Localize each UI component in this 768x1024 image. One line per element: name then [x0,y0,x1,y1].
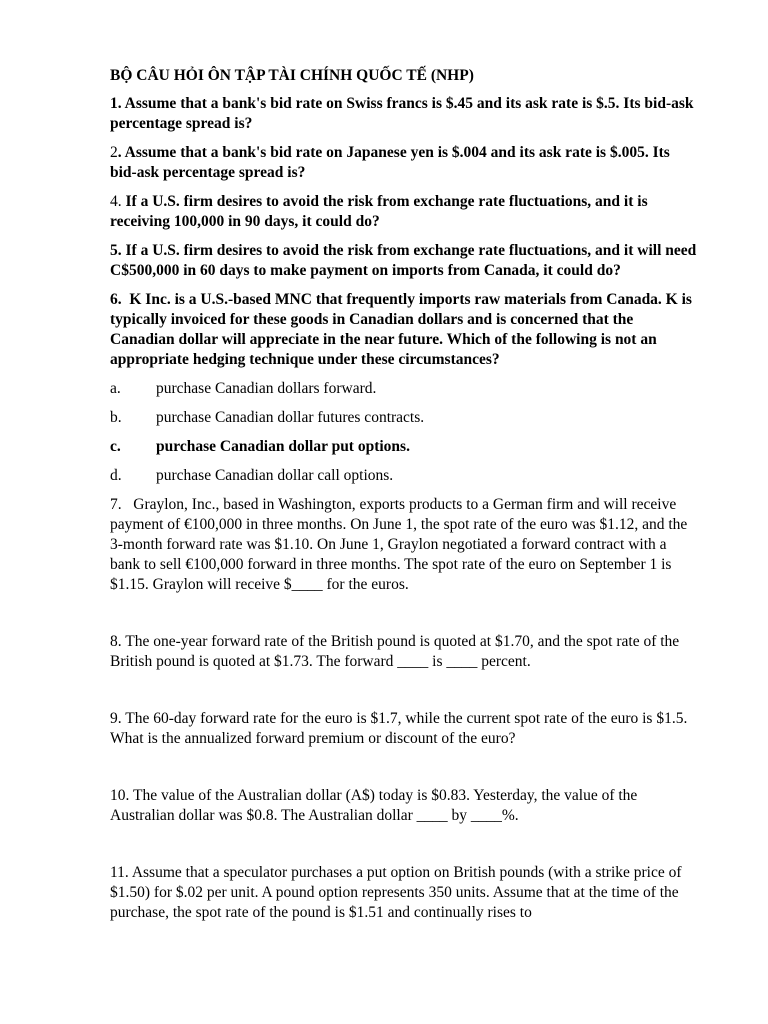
question-text: . Assume that a bank's bid rate on Japanese yen is $.004 and its ask rate is $.005. Its bid-ask percentage spread is? [110,144,670,181]
question-number: 5. [110,242,122,259]
question-text: K Inc. is a U.S.-based MNC that frequently imports raw materials from Canada. K is typically invoiced for these goods in Canadian dollars and is concerned that the Canadian dollar will appreciate in the near future. Which of the following is not an appropriate hedging technique under these circumstances? [110,291,696,368]
option-text: purchase Canadian dollar put options. [156,438,410,455]
question-6 [110,290,700,370]
question-text: Assume that a bank's bid rate on Swiss francs is $.45 and its ask rate is $.5. Its bid-ask percentage spread is? [110,95,694,132]
option-text: purchase Canadian dollar futures contracts. [156,409,425,426]
option-d [110,466,700,486]
question-11: 11. Assume that a speculator purchases a put option on British pounds (with a strike price of $1.50) for $.02 per unit. A pound option represents 350 units. Assume that at the time of the purchase, the spot rate of the pound is $1.51 and continually rises to [110,864,682,921]
question-4 [110,192,700,232]
option-c [110,437,700,457]
question-number: 6. [110,291,122,308]
option-letter: c. [110,438,121,455]
option-text: purchase Canadian dollars forward. [156,380,377,397]
question-7: 7. Graylon, Inc., based in Washington, exports products to a German firm and will receive payment of €100,000 in three months. On June 1, the spot rate of the euro was $1.12, and the 3-month forward rate was $1.10. On June 1, Graylon negotiated a forward contract with a bank to sell €100,000 forward in three months. The spot rate of the euro on September 1 is $1.15. Graylon will receive $____ for the euros. [110,496,692,593]
question-10: 10. The value of the Australian dollar (A$) today is $0.83. Yesterday, the value of the Australian dollar was $0.8. The Australian dollar ____ by ____%. [110,787,638,824]
question-number: 1. [110,95,122,112]
question-text: If a U.S. firm desires to avoid the risk from exchange rate fluctuations, and it is receiving 100,000 in 90 days, it could do? [110,193,648,230]
question-1 [110,94,700,134]
question-number: 2 [110,144,118,161]
question-2 [110,143,700,183]
question-text: If a U.S. firm desires to avoid the risk from exchange rate fluctuations, and it will need C$500,000 in 60 days to make payment on imports from Canada, it could do? [110,242,697,279]
question-9: 9. The 60-day forward rate for the euro is $1.7, while the current spot rate of the euro is $1.5. What is the annualized forward premium or discount of the euro? [110,710,688,747]
question-5 [110,241,700,281]
document-title: BỘ CÂU HỎI ÔN TẬP TÀI CHÍNH QUỐC TẾ (NHP) [110,67,474,84]
option-letter: a. [110,380,121,397]
option-text: purchase Canadian dollar call options. [156,467,394,484]
option-a [110,379,700,399]
option-letter: d. [110,467,122,484]
option-letter: b. [110,409,122,426]
option-b [110,408,700,428]
question-number: 4. [110,193,122,210]
question-8: 8. The one-year forward rate of the British pound is quoted at $1.70, and the spot rate of the British pound is quoted at $1.73. The forward ____ is ____ percent. [110,633,680,670]
document-body [110,66,700,932]
